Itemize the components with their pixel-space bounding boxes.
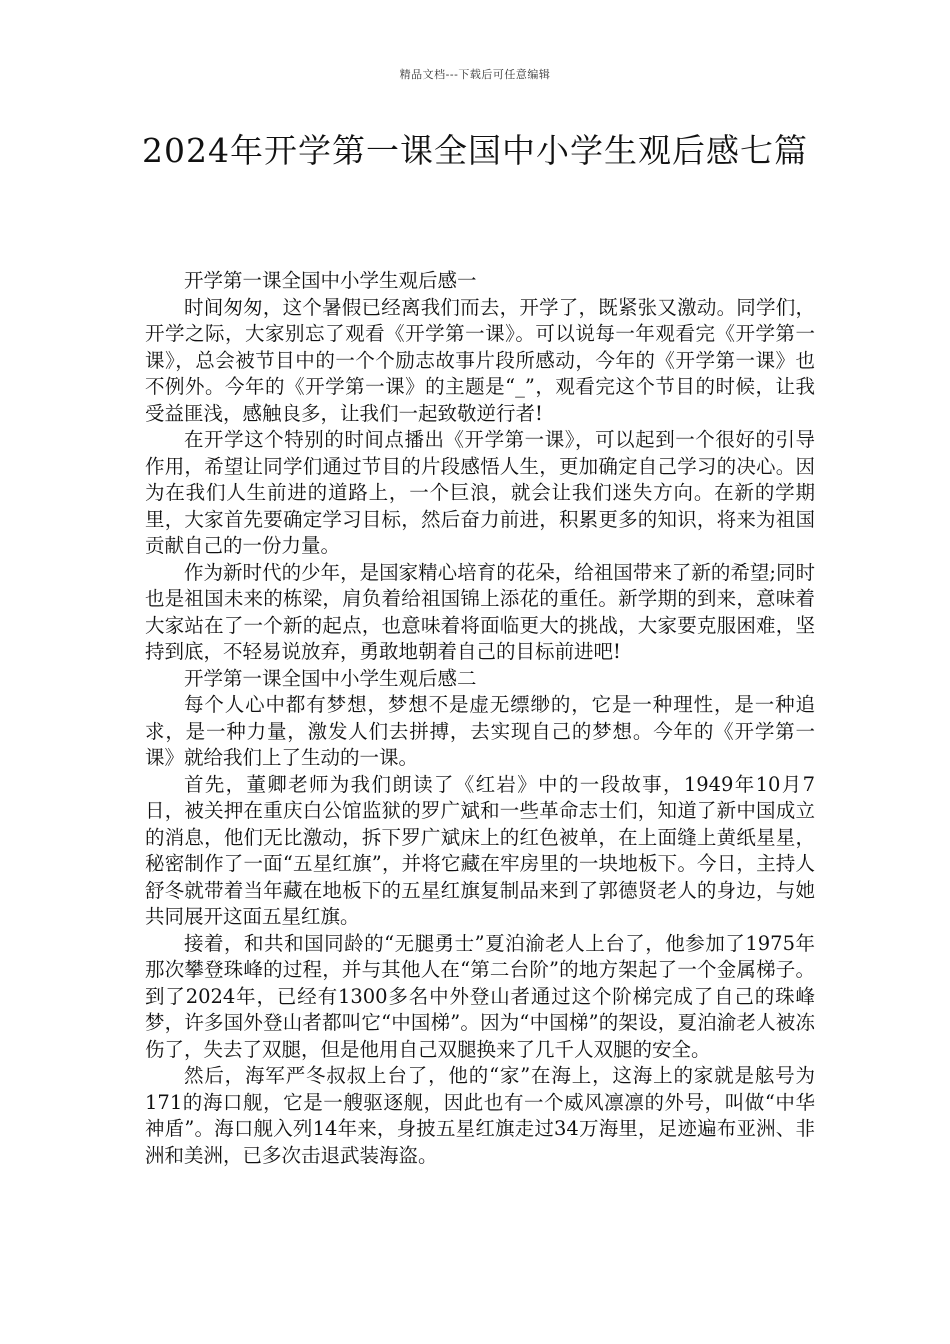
paragraph: 每个人心中都有梦想，梦想不是虚无缥缈的，它是一种理性，是一种追求，是一种力量，激发人们去拼搏，去实现自己的梦想。今年的《开学第一课》就给我们上了生动的一课。 — [145, 693, 815, 769]
paragraph: 时间匆匆，这个暑假已经离我们而去，开学了，既紧张又激动。同学们，开学之际，大家别忘了观看《开学第一课》。可以说每一年观看完《开学第一课》，总会被节目中的一个个励志故事片段所感动，今年的《开学第一课》也不例外。今年的《开学第一课》的主题是“_”，观看完这个节目的时候，让我受益匪浅，感触良多，让我们一起致敬逆行者! — [145, 295, 815, 425]
section-heading-1: 开学第一课全国中小学生观后感一 — [184, 269, 477, 292]
document-title: 2024年开学第一课全国中小学生观后感七篇 — [142, 131, 808, 170]
paragraph: 在开学这个特别的时间点播出《开学第一课》，可以起到一个很好的引导作用，希望让同学们通过节目的片段感悟人生，更加确定自己学习的决心。因为在我们人生前进的道路上，一个巨浪，就会让我们迷失方向。在新的学期里，大家首先要确定学习目标，然后奋力前进，积累更多的知识，将来为祖国贡献自己的一份力量。 — [145, 428, 815, 557]
paragraph: 首先，董卿老师为我们朗读了《红岩》中的一段故事，1949年10月7日，被关押在重庆白公馆监狱的罗广斌和一些革命志士们，知道了新中国成立的消息，他们无比激动，拆下罗广斌床上的红色被单，在上面缝上黄纸星星，秘密制作了一面“五星红旗”，并将它藏在牢房里的一块地板下。今日，主持人舒冬就带着当年藏在地板下的五星红旗复制品来到了郭德贤老人的身边，与她共同展开这面五星红旗。 — [145, 772, 815, 928]
section-heading-2: 开学第一课全国中小学生观后感二 — [184, 666, 477, 690]
paragraph: 然后，海军严冬叔叔上台了，他的“家”在海上，这海上的家就是舷号为171的海口舰，它是一艘驱逐舰，因此也有一个威风凛凛的外号，叫做“中华神盾”。海口舰入列14年来，身披五星红旗走过34万海里，足迹遍布亚洲、非洲和美洲，已多次击退武装海盗。 — [145, 1064, 815, 1167]
paragraph: 作为新时代的少年，是国家精心培育的花朵，给祖国带来了新的希望;同时也是祖国未来的栋梁，肩负着给祖国锦上添花的重任。新学期的到来，意味着大家站在了一个新的起点，也意味着将面临更大的挑战，大家要克服困难，坚持到底，不轻易说放弃，勇敢地朝着自己的目标前进吧! — [145, 560, 815, 663]
header-note: 精品文档---下载后可任意编辑 — [399, 68, 551, 81]
document-body — [145, 268, 815, 1169]
paragraph: 接着，和共和国同龄的“无腿勇士”夏泊渝老人上台了，他参加了1975年那次攀登珠峰的过程，并与其他人在“第二台阶”的地方架起了一个金属梯子。到了2024年，已经有1300多名中外登山者通过这个阶梯完成了自己的珠峰梦，许多国外登山者都叫它“中国梯”。因为“中国梯”的架设，夏泊渝老人被冻伤了，失去了双腿，但是他用自己双腿换来了几千人双腿的安全。 — [145, 931, 815, 1061]
